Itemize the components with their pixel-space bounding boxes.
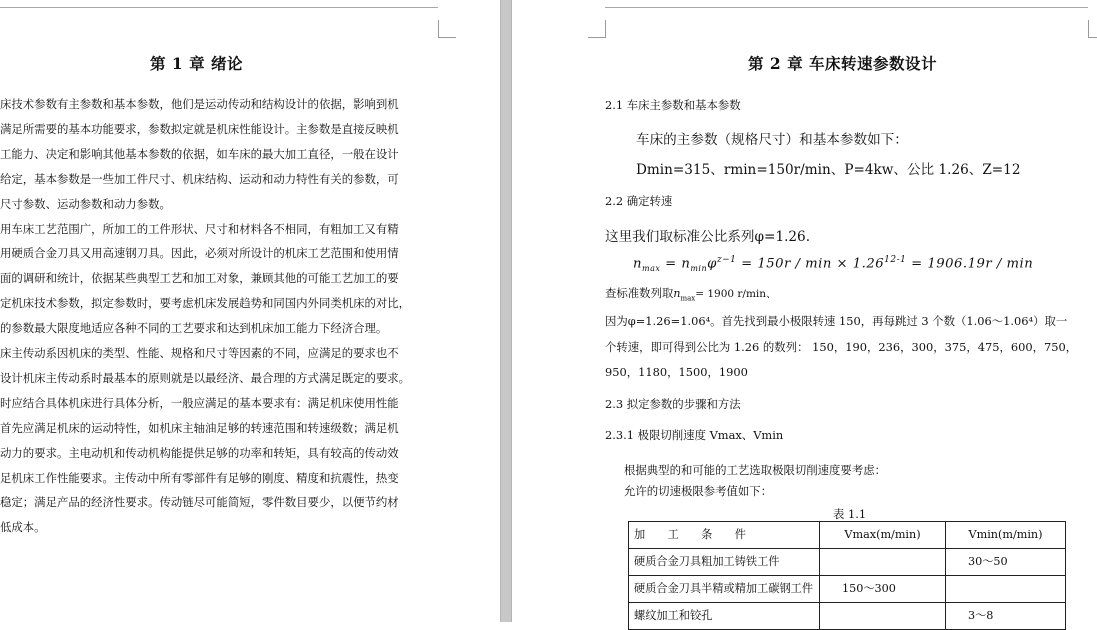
table-cell: 螺纹加工和铰孔 <box>629 603 820 630</box>
table-row <box>629 603 1066 630</box>
paragraph: 允许的切速极限参考值如下： <box>624 484 773 498</box>
body-line: 床技术参数有主参数和基本参数，他们是运动传动和结构设计的依据，影响到机 <box>0 97 399 111</box>
header-rule <box>0 7 438 8</box>
body-line: 低成本。 <box>0 520 46 535</box>
page-gutter <box>500 0 512 622</box>
table-cell: 硬质合金刀具粗加工铸铁工件 <box>629 549 820 576</box>
header-rule <box>605 7 1088 8</box>
table-cell: 3～8 <box>946 603 1066 630</box>
margin-corner-mark <box>588 20 606 38</box>
body-line: 定机床技术参数，拟定参数时，要考虑机床发展趋势和同国内外同类机床的对比， <box>0 296 411 311</box>
paragraph: Dmin=315、rmin=150r/min、P=4kw、公比 1.26、Z=12 <box>636 162 1021 178</box>
formula: $n_{max} = n_{min}\varphi^{z-1} = 150r / \min \times 1.26^{12-1} = 1906.19r / \min$ <box>633 255 1034 274</box>
margin-corner-mark <box>1088 20 1097 38</box>
margin-corner-mark <box>438 20 456 38</box>
chapter-title: 第 2 章 车床转速参数设计 <box>748 54 937 73</box>
body-line: 时应结合具体机床进行具体分析，一般应满足的基本要求有：满足机床使用性能 <box>0 395 399 410</box>
table-row <box>629 549 1066 576</box>
body-line: 动力的要求。主电动机和传动机构能提供足够的功率和转矩，具有较高的传动效 <box>0 445 399 460</box>
table-cell: 150～300 <box>820 576 946 603</box>
paragraph: 根据典型的和可能的工艺选取极限切削速度要考虑： <box>624 463 886 477</box>
chapter-title: 第 1 章 绪论 <box>150 54 243 73</box>
table-cell <box>820 549 946 576</box>
paragraph: 车床的主参数（规格尺寸）和基本参数如下： <box>636 132 908 148</box>
body-line: 的参数最大限度地适应各种不同的工艺要求和达到机床加工能力下经济合理。 <box>0 321 388 336</box>
body-line: 用硬质合金刀具又用高速钢刀具。因此，必须对所设计的机床工艺范围和使用情 <box>0 246 399 261</box>
section-heading: 2.2 确定转速 <box>605 194 673 208</box>
paragraph: 因为φ=1.26=1.06⁴。首先找到最小极限转速 150，再每跳过 3 个数（1.06～1.06⁴）取一 <box>605 314 1068 328</box>
table-caption: 表 1.1 <box>833 507 867 521</box>
section-heading: 2.1 车床主参数和基本参数 <box>605 98 741 112</box>
body-line: 用车床工艺范围广，所加工的工件形状、尺寸和材料各不相同，有粗加工又有精 <box>0 221 399 236</box>
body-line: 面的调研和统计，依据某些典型工艺和加工对象，兼顾其他的可能工艺加工的要 <box>0 271 399 286</box>
table-header-cell: Vmax(m/min) <box>820 522 946 549</box>
table-cell <box>820 603 946 630</box>
body-line: 给定，基本参数是一些加工件尺寸、机床结构、运动和动力特性有关的参数，可 <box>0 171 399 186</box>
section-heading: 2.3 拟定参数的步骤和方法 <box>605 397 741 411</box>
paragraph: 个转速，即可得到公比为 1.26 的数列： 150，190，236，300，375，475，600，750， <box>605 340 1078 354</box>
body-line: 设计机床主传动系时最基本的原则就是以最经济、最合理的方式满足既定的要求。 <box>0 370 411 385</box>
paragraph: 查标准数列取$n_{max}= 1900$ r/min、 <box>605 286 777 303</box>
body-line: 稳定；满足产品的经济性要求。传动链尽可能简短，零件数目要少，以便节约材 <box>0 495 399 510</box>
body-line: 工能力、决定和影响其他基本参数的依据，如车床的最大加工直径，一般在设计 <box>0 146 399 161</box>
body-line: 床主传动系因机床的类型、性能、规格和尺寸等因素的不同，应满足的要求也不 <box>0 346 399 360</box>
paragraph: 这里我们取标准公比系列φ=1.26. <box>605 229 811 245</box>
table-header-row <box>629 522 1066 549</box>
body-line: 尺寸参数、运动参数和动力参数。 <box>0 196 171 211</box>
paragraph: 950，1180，1500，1900 <box>605 365 748 379</box>
speed-table <box>628 521 1066 630</box>
table-cell: 硬质合金刀具半精或精加工碳钢工件 <box>629 576 820 603</box>
body-line: 首先应满足机床的运动特性，如机床主轴油足够的转速范围和转速级数；满足机 <box>0 420 399 435</box>
body-line: 满足所需要的基本功能要求，参数拟定就是机床性能设计。主参数是直接反映机 <box>0 121 399 136</box>
left-page <box>0 0 500 622</box>
table-header-cell: 加 工 条 件 <box>629 522 820 549</box>
subsection-heading: 2.3.1 极限切削速度 Vmax、Vmin <box>605 428 784 442</box>
table-cell <box>946 576 1066 603</box>
table-row <box>629 576 1066 603</box>
body-line: 足机床工作性能要求。主传动中所有零部件有足够的刚度、精度和抗震性，热变 <box>0 470 399 485</box>
table-cell: 30～50 <box>946 549 1066 576</box>
table-header-cell: Vmin(m/min) <box>946 522 1066 549</box>
